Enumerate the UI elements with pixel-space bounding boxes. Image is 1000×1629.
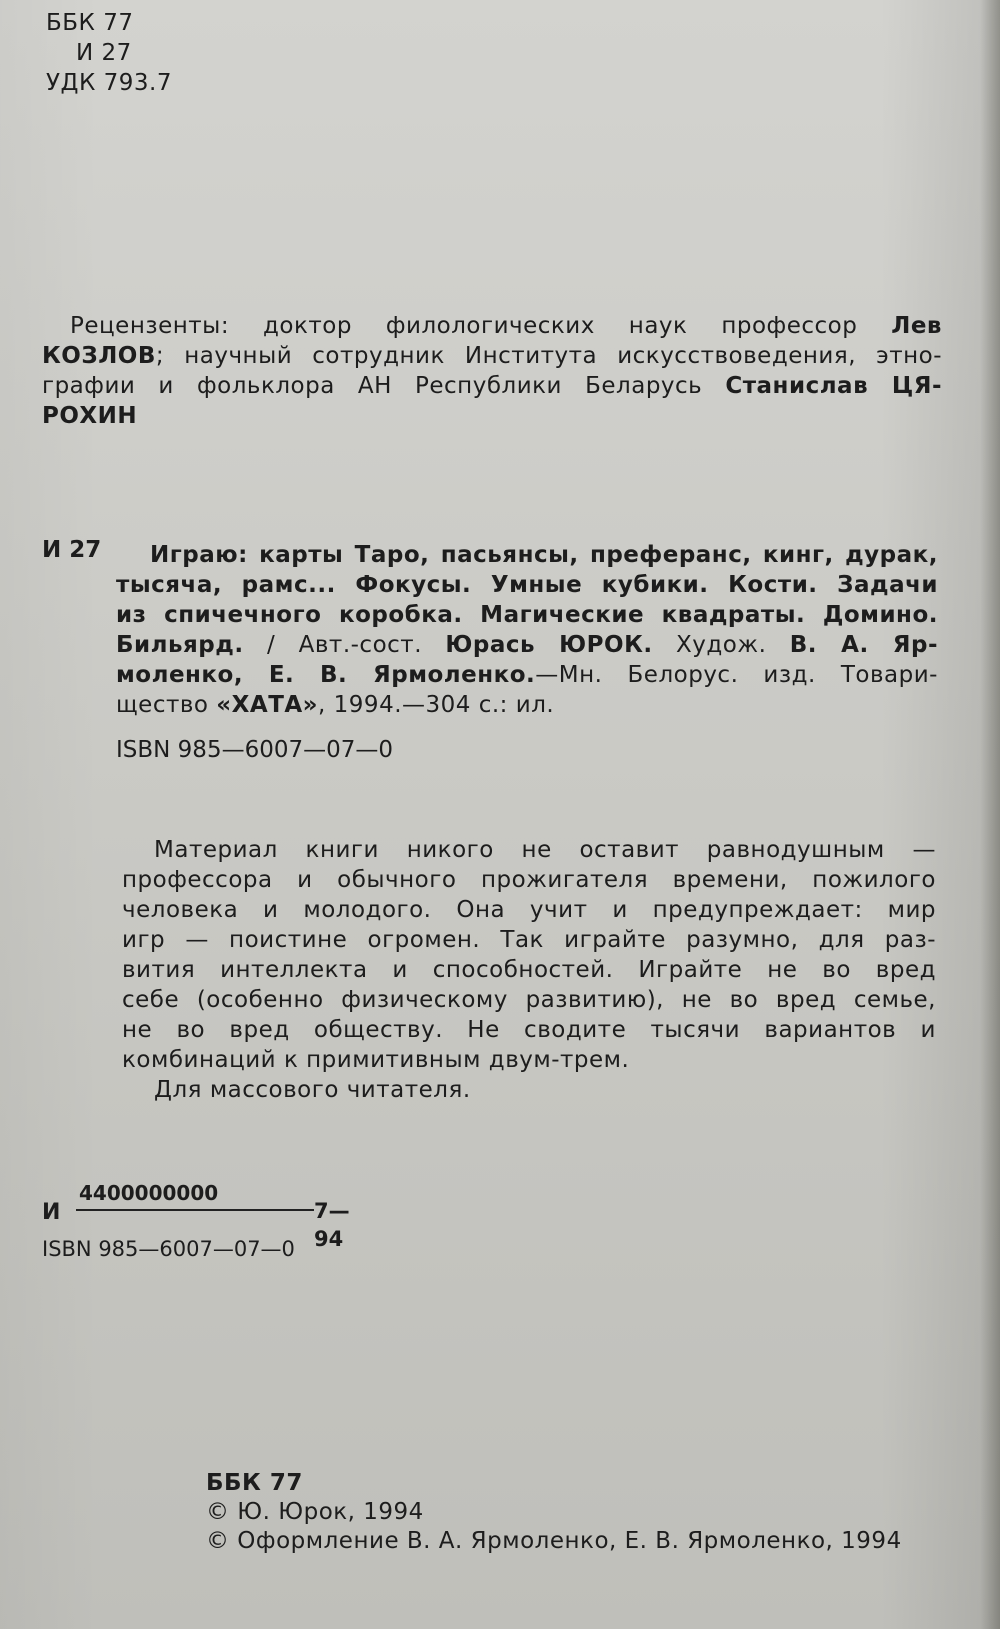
print-code-numerator: 4400000000	[79, 1181, 219, 1205]
entry-text: щество	[116, 692, 217, 718]
udk-code: УДК 793.7	[46, 70, 172, 96]
illustrator-name: моленко, Е. В. Ярмоленко.	[116, 662, 536, 688]
entry-title-line	[116, 540, 938, 570]
bbk-code: ББК 77	[46, 10, 134, 36]
entry-title-text: из спичечного коробка. Магические квадраты. Домино.	[116, 602, 938, 628]
illustrator-name: В. А. Яр-	[789, 632, 938, 658]
annotation-line: не во вред обществу. Не сводите тысячи вариантов и	[122, 1017, 936, 1043]
entry-text: —Мн. Белорус. изд. Товари-	[535, 662, 938, 688]
publisher-name: «ХАТА»	[216, 692, 319, 718]
reviewers-line-2	[42, 341, 942, 371]
entry-title-text: Играю: карты Таро, пасьянсы, преферанс, кинг, дурак,	[150, 542, 938, 568]
audience-note: Для массового читателя.	[154, 1077, 471, 1103]
entry-text: , 1994.—304 с.: ил.	[318, 692, 555, 718]
entry-code: И 27	[42, 537, 102, 563]
annotation-line: игр — поистине огромен. Так играйте разумно, для раз-	[122, 927, 936, 953]
reviewers-text: Рецензенты: доктор филологических наук профессор	[70, 313, 892, 339]
annotation-line: Материал книги никого не оставит равнодушным —	[154, 837, 936, 863]
entry-author-line	[116, 630, 938, 660]
reviewers-text: графии и фольклора АН Республики Беларусь	[42, 373, 726, 399]
annotation-line: человека и молодого. Она учит и предупреждает: мир	[122, 897, 936, 923]
classification-block	[46, 8, 172, 98]
isbn-footer: ISBN 985—6007—07—0	[42, 1237, 295, 1261]
fraction-line	[76, 1209, 314, 1211]
annotation-block	[122, 835, 936, 1105]
entry-title-line	[116, 600, 938, 630]
copyright-line: © Оформление В. А. Ярмоленко, Е. В. Ярмоленко, 1994	[206, 1528, 902, 1554]
reviewers-line-3	[42, 371, 942, 401]
page-spine-shadow	[980, 0, 1000, 1629]
reviewers-text: ; научный сотрудник Института искусствоведения, этно-	[155, 343, 942, 369]
isbn-entry: ISBN 985—6007—07—0	[116, 737, 394, 763]
reviewer-name: Станислав ЦЯ-	[725, 373, 942, 399]
reviewer-name: КОЗЛОВ	[42, 343, 156, 369]
entry-title-text: тысяча, рамс... Фокусы. Умные кубики. Кости. Задачи	[116, 572, 938, 598]
print-code-letter: И	[42, 1200, 61, 1225]
entry-publisher-line	[116, 660, 938, 690]
reviewers-block	[42, 311, 942, 431]
index-code: И 27	[76, 40, 132, 66]
author-name: Юрась ЮРОК.	[445, 632, 653, 658]
bbk-code-footer: ББК 77	[206, 1470, 303, 1496]
entry-title-text: Бильярд.	[116, 632, 244, 658]
annotation-line: комбинаций к примитивным двум-трем.	[122, 1047, 630, 1073]
reviewers-line-1	[42, 311, 942, 341]
annotation-line: вития интеллекта и способностей. Играйте не во вред	[122, 957, 936, 983]
bibliographic-entry	[116, 540, 938, 720]
entry-title-line	[116, 570, 938, 600]
entry-text: Худож.	[652, 632, 790, 658]
annotation-line: себе (особенно физическому развитию), не во вред семье,	[122, 987, 936, 1013]
copyright-line: © Ю. Юрок, 1994	[206, 1499, 424, 1525]
reviewers-line-4	[42, 401, 942, 431]
entry-publisher-line	[116, 690, 938, 720]
entry-text: / Авт.-сост.	[243, 632, 446, 658]
annotation-line: профессора и обычного прожигателя времени, пожилого	[122, 867, 936, 893]
print-code-right: 7—94	[314, 1199, 350, 1251]
reviewer-name: Лев	[891, 313, 942, 339]
reviewer-name: РОХИН	[42, 403, 138, 429]
copyright-block	[206, 1469, 902, 1556]
